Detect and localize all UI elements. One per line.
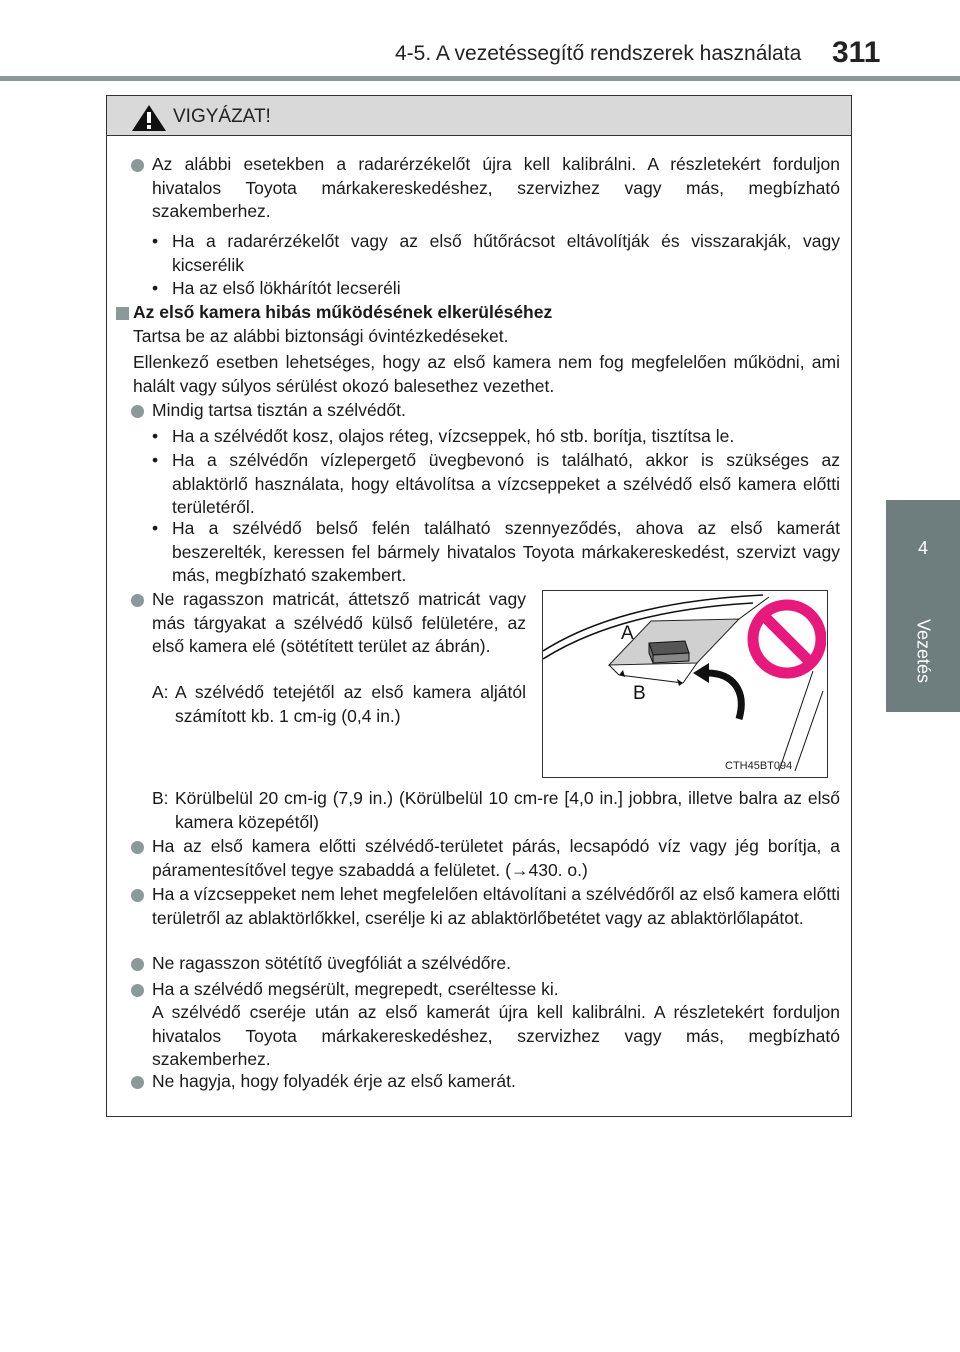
sub-inner-dirt: Ha a szélvédő belső felén található szennyeződés, ahova az első kamerát beszerelték, keressen fel bármely hivatalos Toyota márkakereskedést, szervizt vagy más, megbízható szakembert. — [172, 518, 840, 585]
bullet-icon — [131, 841, 144, 854]
para-recalibrate: Az alábbi esetekben a radarérzékelőt újra kell kalibrálni. A részletekért forduljon hivatalos Toyota márkakereskedéshez, szervizhez vagy más, megbízható szakemberhez. — [152, 154, 840, 221]
item-tint: Ne ragasszon sötétítő üvegfóliát a szélvédőre. — [152, 953, 511, 973]
bullet-icon — [131, 159, 144, 172]
chapter-label-wrap — [896, 606, 950, 696]
sub-radar-removed: Ha a radarérzékelőt vagy az első hűtőrácsot eltávolítják és visszarakják, vagy kicserélik — [172, 231, 840, 275]
bullet-icon — [131, 889, 144, 902]
section-square-icon — [116, 307, 129, 320]
sub-bumper-replaced: Ha az első lökhárítót lecseréli — [172, 278, 401, 298]
figure-code: CTH45BT094 — [725, 760, 793, 772]
sub-bullet: • — [152, 278, 159, 298]
figure-drawing — [543, 591, 826, 776]
item-liquid: Ne hagyja, hogy folyadék érje az első kamerát. — [152, 1071, 516, 1091]
header-rule — [0, 76, 960, 81]
windshield-camera-figure — [542, 590, 828, 778]
item-replace-line2: A szélvédő cseréje után az első kamerát újra kell kalibrálni. A részletekért forduljon hivatalos Toyota márkakereskedéshez, szervizhez vagy más, megbízható szakemberhez. — [152, 1002, 840, 1069]
item-a-desc: A szélvédő tetejétől az első kamera aljától számított kb. 1 cm-ig (0,4 in.) — [175, 682, 526, 726]
bullet-icon — [131, 1076, 144, 1089]
warning-icon — [131, 104, 167, 132]
bullet-icon — [131, 958, 144, 971]
section-heading: Az első kamera hibás működésének elkerüléséhez — [133, 302, 553, 322]
label-a: A: — [152, 682, 169, 702]
sub-bullet: • — [152, 426, 159, 446]
item-keep-clean: Mindig tartsa tisztán a szélvédőt. — [152, 400, 406, 420]
caution-header — [107, 96, 851, 136]
bullet-icon — [131, 405, 144, 418]
item-defog: Ha az első kamera előtti szélvédő-területet párás, lecsapódó víz vagy jég borítja, a páramentesítővel tegye szabaddá a felületet. (→430. o.) — [152, 836, 840, 880]
sub-bullet: • — [152, 231, 159, 251]
figure-label-b: B — [633, 683, 646, 704]
sub-dirt: Ha a szélvédőt kosz, olajos réteg, vízcseppek, hó stb. borítja, tisztítsa le. — [172, 426, 735, 446]
section-intro-1: Tartsa be az alábbi biztonsági óvintézkedéseket. — [133, 326, 509, 346]
label-b: B: — [152, 788, 169, 808]
bullet-icon — [131, 984, 144, 997]
sub-water-repellent: Ha a szélvédőn vízlepergető üvegbevonó is található, akkor is szükséges az ablaktörlő használata, hogy eltávolítsa a vízcseppeket a szélvédő első kamera előtti területéről. — [172, 450, 840, 517]
caution-title: VIGYÁZAT! — [173, 106, 271, 127]
chapter-label: Vezetés — [913, 618, 934, 684]
item-no-stickers: Ne ragasszon matricát, áttetsző matricát vagy más tárgyakat a szélvédő külső felületére, az első kamera elé (sötétített terület az ábrán). — [152, 589, 526, 656]
item-wipers: Ha a vízcseppeket nem lehet megfelelően eltávolítani a szélvédőről az első kamera előtti területről az ablaktörlőkkel, cserélje ki az ablaktörlőbetétet vagy az ablaktörlőlapátot. — [152, 884, 840, 928]
sub-bullet: • — [152, 450, 159, 470]
figure-label-a: A — [621, 623, 634, 644]
item-b-desc: Körülbelül 20 cm-ig (7,9 in.) (Körülbelül 10 cm-re [4,0 in.] jobbra, illetve balra az első kamera közepétől) — [175, 788, 840, 832]
item-replace-line1: Ha a szélvédő megsérült, megrepedt, cseréltesse ki. — [152, 979, 559, 999]
sub-bullet: • — [152, 518, 159, 538]
section-title: 4-5. A vezetéssegítő rendszerek használata — [395, 42, 802, 65]
bullet-icon — [131, 594, 144, 607]
section-intro-2: Ellenkező esetben lehetséges, hogy az első kamera nem fog megfelelően működni, ami halált vagy súlyos sérülést okozó balesethez vezethet. — [133, 352, 840, 396]
page-number: 311 — [832, 36, 881, 69]
chapter-number: 4 — [917, 538, 928, 558]
